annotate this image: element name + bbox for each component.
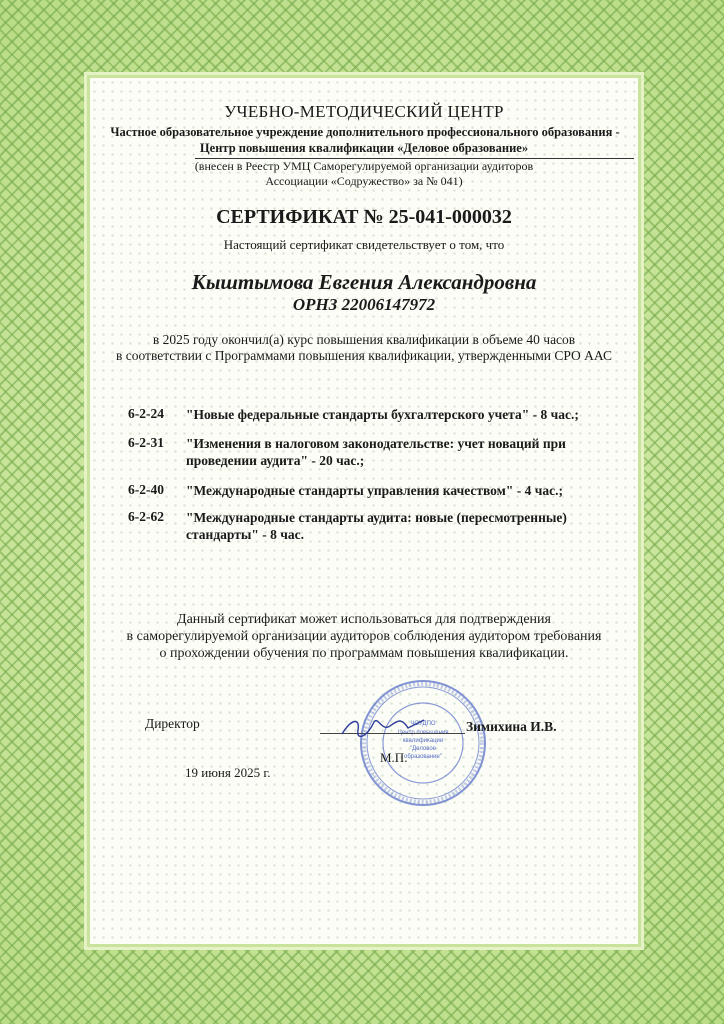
completion-line1: в 2025 году окончил(а) курс повышения квалификации в объеме 40 часов <box>152 332 576 347</box>
stamp-text: квалификации <box>402 738 444 744</box>
certificate-body <box>90 78 638 944</box>
note-line3: о прохождении обучения по программам повышения квалификации. <box>159 646 569 661</box>
course-title: "Международные стандарты управления качеством" - 4 час.; <box>186 483 563 498</box>
course-item <box>128 509 638 543</box>
course-item <box>128 406 638 423</box>
handwritten-signature <box>338 714 428 738</box>
course-item <box>128 435 638 469</box>
completion-line2: в соответствии с Программами повышения квалификации, утвержденными СРО ААС <box>115 348 612 363</box>
issue-date: 19 июня 2025 г. <box>185 765 271 780</box>
course-code: 6-2-24 <box>128 406 164 421</box>
note-line2: в саморегулируемой организации аудиторов соблюдения аудитором требования <box>126 629 602 644</box>
course-title: "Новые федеральные стандарты бухгалтерского учета" - 8 час.; <box>186 407 579 422</box>
registry-line2: Ассоциации «Содружество» за № 041) <box>265 174 463 188</box>
organization-stamp <box>358 678 488 808</box>
registry-line1: (внесен в Реестр УМЦ Саморегулируемой организации аудиторов <box>194 159 534 173</box>
signer-name: Зимихина И.В. <box>466 719 557 734</box>
stamp-text: образование" <box>404 754 442 760</box>
ornz-number: ОРНЗ 22006147972 <box>292 295 436 314</box>
note-line1: Данный сертификат может использоваться для подтверждения <box>177 612 551 627</box>
course-code: 6-2-31 <box>128 435 164 450</box>
course-title: "Изменения в налоговом законодательстве: учет новаций при проведении аудита" - 20 час.; <box>186 436 566 468</box>
course-code: 6-2-62 <box>128 509 164 524</box>
person-name: Кыштымова Евгения Александровна <box>191 270 537 294</box>
course-title: "Международные стандарты аудита: новые (пересмотренные) стандарты" - 8 час. <box>186 510 567 542</box>
certificate-intro: Настоящий сертификат свидетельствует о том, что <box>223 237 505 252</box>
director-label: Директор <box>145 716 200 731</box>
org-name-line2: Центр повышения квалификации «Деловое образование» <box>199 141 529 155</box>
certificate-title: СЕРТИФИКАТ № 25-041-000032 <box>216 206 512 228</box>
stamp-text: "Деловое <box>409 746 437 752</box>
stamp-text: ЧОУДПО <box>410 721 436 727</box>
org-name-line1: Частное образовательное учреждение дополнительного профессионального образования - <box>110 125 620 139</box>
center-title: УЧЕБНО-МЕТОДИЧЕСКИЙ ЦЕНТР <box>224 102 504 121</box>
seal-label: М.П. <box>380 750 408 765</box>
course-item <box>128 482 638 499</box>
course-code: 6-2-40 <box>128 482 164 497</box>
